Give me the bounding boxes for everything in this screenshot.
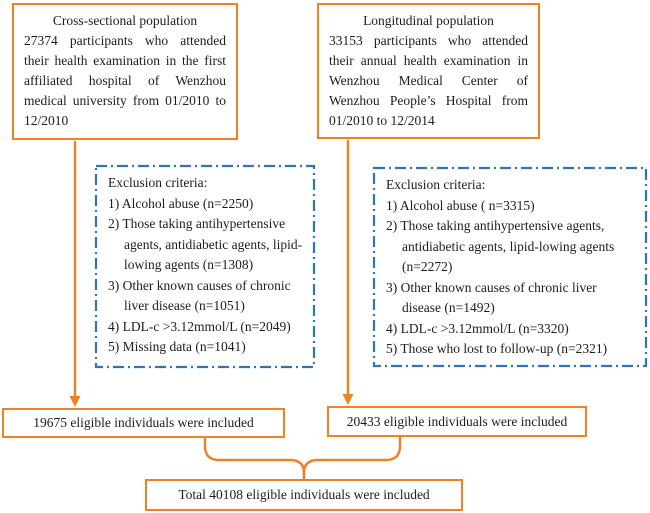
right-flow-arrowhead	[343, 394, 354, 405]
merge-connector-left	[205, 438, 304, 479]
exclusion-criteria-left-box	[96, 166, 314, 367]
exclusion-left-heading: Exclusion criteria:	[108, 175, 208, 190]
exclusion-left-item-1: 1) Alcohol abuse (n=2250)	[108, 195, 254, 211]
exclusion-criteria-right-box	[374, 168, 646, 366]
exclusion-right-item-4: 4) LDL-c >3.12mmol/L (n=3320)	[386, 320, 569, 336]
exclusion-right-item-3: 3) Other known causes of chronic liver disease (n=1492)	[386, 279, 597, 315]
longitudinal-title: Longitudinal population	[363, 13, 494, 28]
exclusion-right-item-5: 5) Those who lost to follow-up (n=2321)	[386, 341, 608, 356]
cross-sectional-title: Cross-sectional population	[52, 13, 198, 28]
cross-sectional-body: 27374 participants who attended their health examination in the first affiliated hospital of Wenzhou medical university from 01/2010 to 12/2010	[24, 33, 226, 128]
included-right-box: 20433 eligible individuals were included	[327, 406, 587, 437]
included-left-box: 19675 eligible individuals were included	[2, 408, 285, 438]
longitudinal-population-box	[317, 3, 540, 139]
exclusion-right-heading: Exclusion criteria:	[386, 177, 486, 192]
cross-sectional-population-box	[12, 3, 238, 140]
total-included-box: Total 40108 eligible individuals were included	[145, 479, 463, 511]
merge-connector-right	[304, 437, 400, 479]
exclusion-left-item-5: 5) Missing data (n=1041)	[108, 339, 246, 354]
longitudinal-body: 33153 participants who attended their annual health examination in Wenzhou Medical Center of Wenzhou People’s Hospital from 01/2010 to 12/2014	[329, 33, 528, 128]
exclusion-left-item-3: 3) Other known causes of chronic liver disease (n=1051)	[108, 277, 291, 313]
exclusion-left-item-4: 4) LDL-c >3.12mmol/L (n=2049)	[108, 318, 291, 334]
exclusion-right-item-1: 1) Alcohol abuse ( n=3315)	[386, 197, 535, 213]
left-flow-arrowhead	[70, 396, 81, 407]
exclusion-right-item-2: 2) Those taking antihypertensive agents, antidiabetic agents, lipid-lowing agents (n=2272)	[386, 218, 615, 274]
exclusion-left-item-2: 2) Those taking antihypertensive agents, antidiabetic agents, lipid-lowing agents (n=1308)	[108, 216, 303, 272]
